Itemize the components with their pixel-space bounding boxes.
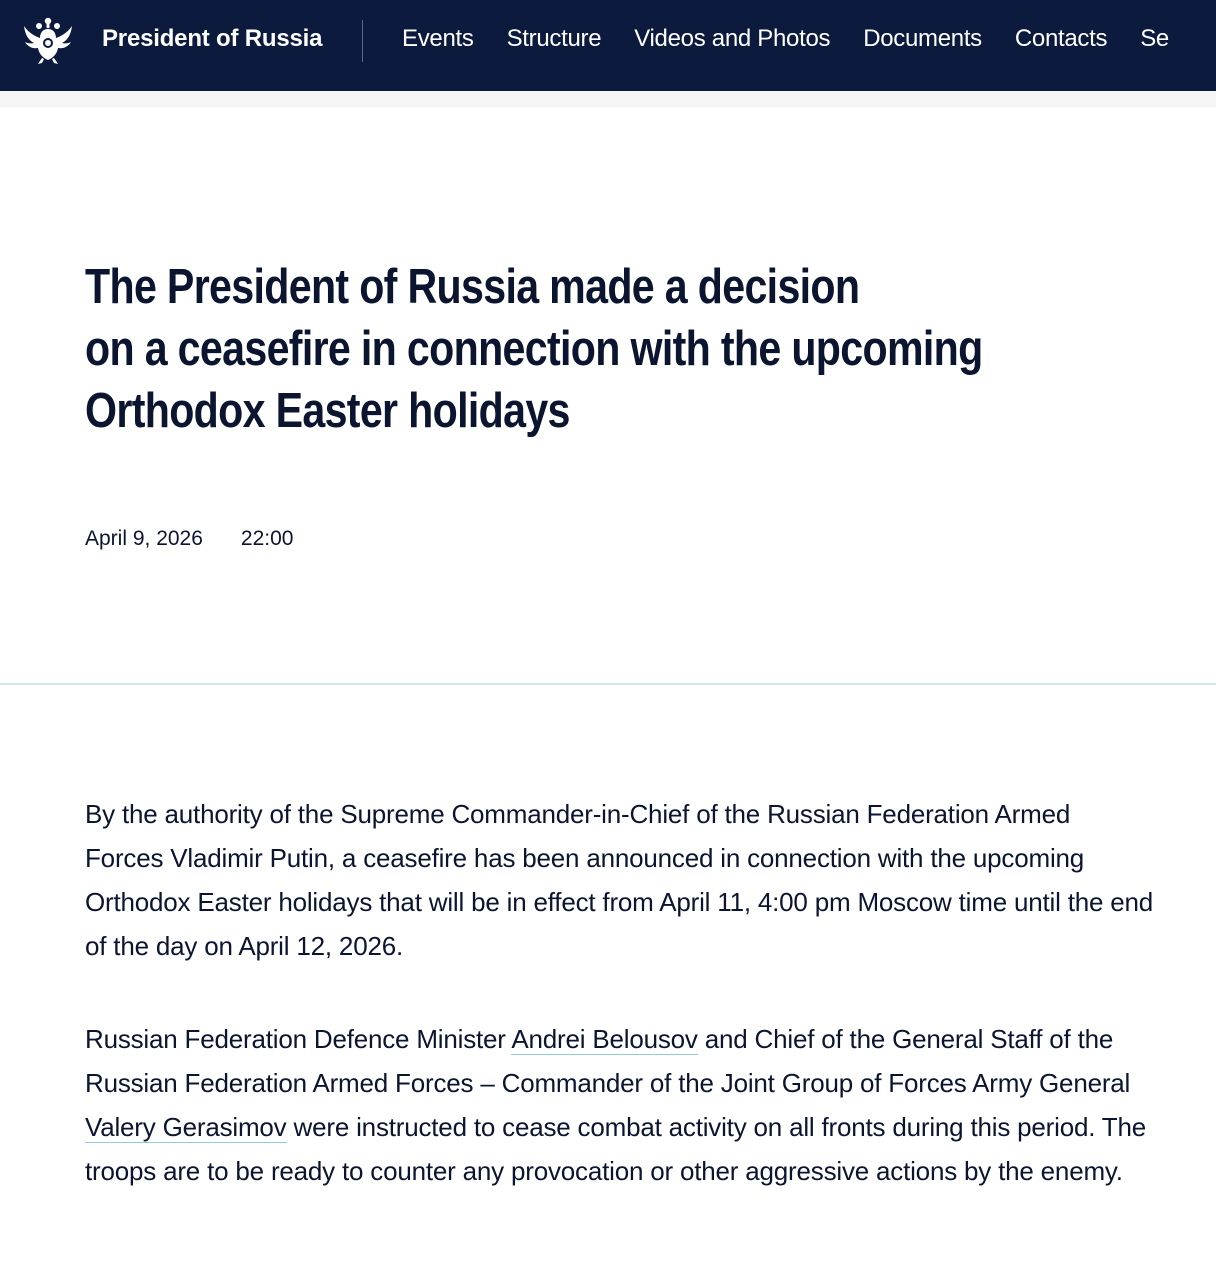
nav-item-documents[interactable]: Documents	[863, 25, 982, 52]
section-divider	[0, 683, 1216, 685]
main-nav	[402, 25, 1202, 53]
person-link-belousov[interactable]: Andrei Belousov	[511, 1024, 698, 1054]
sub-header-strip	[0, 91, 1216, 107]
article-date: April 9, 2026	[85, 527, 203, 550]
nav-divider	[362, 20, 363, 62]
paragraph: By the authority of the Supreme Commander-in-Chief of the Russian Federation Armed Forces Vladimir Putin, a ceasefire has been announced in connection with the upcoming Orthodox Easter holidays that will be in effect from April 11, 4:00 pm Moscow time until the end of the day on April 12, 2026.	[85, 799, 1154, 961]
title-line: on a ceasefire in connection with the upcoming	[85, 322, 983, 376]
title-line: The President of Russia made a decision	[85, 260, 860, 314]
paragraph	[85, 1017, 1155, 1193]
article-meta	[85, 527, 293, 551]
top-navigation-bar	[0, 0, 1216, 91]
nav-item-contacts[interactable]: Contacts	[1014, 25, 1108, 52]
article-title	[85, 256, 1143, 442]
state-emblem-icon[interactable]	[22, 14, 74, 66]
person-link-gerasimov[interactable]: Valery Gerasimov	[85, 1112, 287, 1142]
nav-item-events[interactable]: Events	[402, 25, 474, 52]
text-segment: Russian Federation Defence Minister	[85, 1024, 512, 1054]
text-segment: and Chief of the General Staff of the Russian Federation Armed Forces – Commander of the Joint Group of Forces Army General	[85, 1024, 1131, 1098]
text-segment: were instructed to cease combat activity on all fronts during this period. The troops are to be ready to counter any provocation or other aggressive actions by the enemy.	[85, 1112, 1146, 1186]
nav-item-videos-photos[interactable]: Videos and Photos	[634, 25, 831, 52]
nav-item-search[interactable]: Se	[1140, 25, 1169, 52]
title-line: Orthodox Easter holidays	[85, 384, 570, 438]
article-body	[85, 792, 1155, 1242]
article-time: 22:00	[240, 527, 294, 550]
nav-item-structure[interactable]: Structure	[506, 25, 602, 52]
site-title-link[interactable]: President of Russia	[102, 25, 323, 52]
